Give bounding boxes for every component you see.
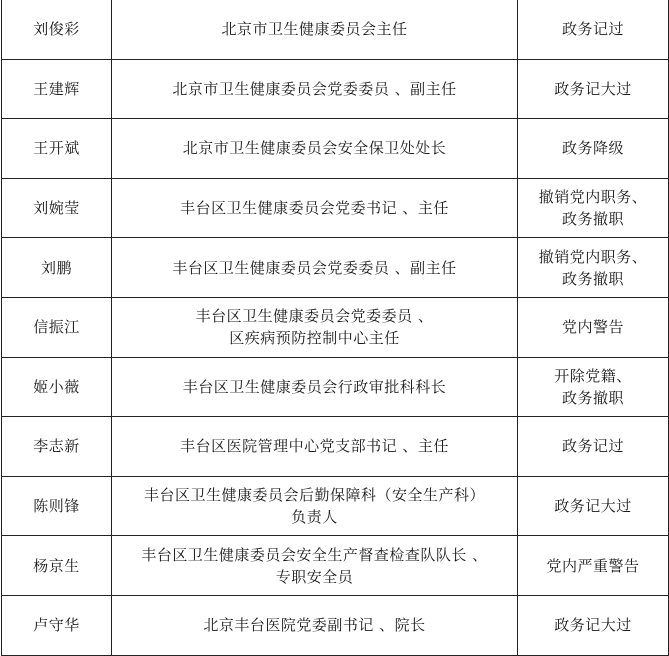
name-cell: 刘婉莹 [2, 178, 112, 238]
position-cell: 北京市卫生健康委员会党委委员 、副主任 [112, 59, 518, 119]
penalty-cell: 撤销党内职务、 政务撤职 [518, 238, 669, 298]
position-cell: 丰台区医院管理中心党支部书记 、主任 [112, 417, 518, 477]
name-cell: 杨京生 [2, 536, 112, 596]
table-row [2, 238, 669, 298]
table-row [2, 297, 669, 357]
name-cell: 姬小薇 [2, 357, 112, 417]
table-row [2, 119, 669, 179]
penalty-cell: 政务记大过 [518, 476, 669, 536]
table-row [2, 536, 669, 596]
penalty-cell: 党内严重警告 [518, 536, 669, 596]
position-cell: 北京丰台医院党委副书记 、院长 [112, 595, 518, 655]
penalty-cell: 政务记过 [518, 0, 669, 59]
position-cell: 丰台区卫生健康委员会党委委员 、 区疾病预防控制中心主任 [112, 297, 518, 357]
position-cell: 北京市卫生健康委员会安全保卫处处长 [112, 119, 518, 179]
name-cell: 王建辉 [2, 59, 112, 119]
table-row [2, 0, 669, 59]
name-cell: 王开斌 [2, 119, 112, 179]
penalty-cell: 政务记大过 [518, 59, 669, 119]
table-row [2, 357, 669, 417]
name-cell: 陈则锋 [2, 476, 112, 536]
penalty-cell: 开除党籍、 政务撤职 [518, 357, 669, 417]
name-cell: 刘俊彩 [2, 0, 112, 59]
penalty-cell: 撤销党内职务、 政务撤职 [518, 178, 669, 238]
position-cell: 丰台区卫生健康委员会行政审批科科长 [112, 357, 518, 417]
position-cell: 丰台区卫生健康委员会党委书记 、主任 [112, 178, 518, 238]
penalty-cell: 政务记大过 [518, 595, 669, 655]
penalty-cell: 政务降级 [518, 119, 669, 179]
penalty-cell: 政务记过 [518, 417, 669, 477]
table-row [2, 178, 669, 238]
name-cell: 李志新 [2, 417, 112, 477]
position-cell: 丰台区卫生健康委员会安全生产督查检查队队长 、 专职安全员 [112, 536, 518, 596]
table-row [2, 476, 669, 536]
name-cell: 卢守华 [2, 595, 112, 655]
accountability-table [1, 0, 669, 656]
position-cell: 北京市卫生健康委员会主任 [112, 0, 518, 59]
name-cell: 刘鹏 [2, 238, 112, 298]
penalty-cell: 党内警告 [518, 297, 669, 357]
position-cell: 丰台区卫生健康委员会后勤保障科（安全生产科） 负责人 [112, 476, 518, 536]
table-row [2, 595, 669, 655]
name-cell: 信振江 [2, 297, 112, 357]
table-row [2, 417, 669, 477]
position-cell: 丰台区卫生健康委员会党委委员 、副主任 [112, 238, 518, 298]
table-row [2, 59, 669, 119]
